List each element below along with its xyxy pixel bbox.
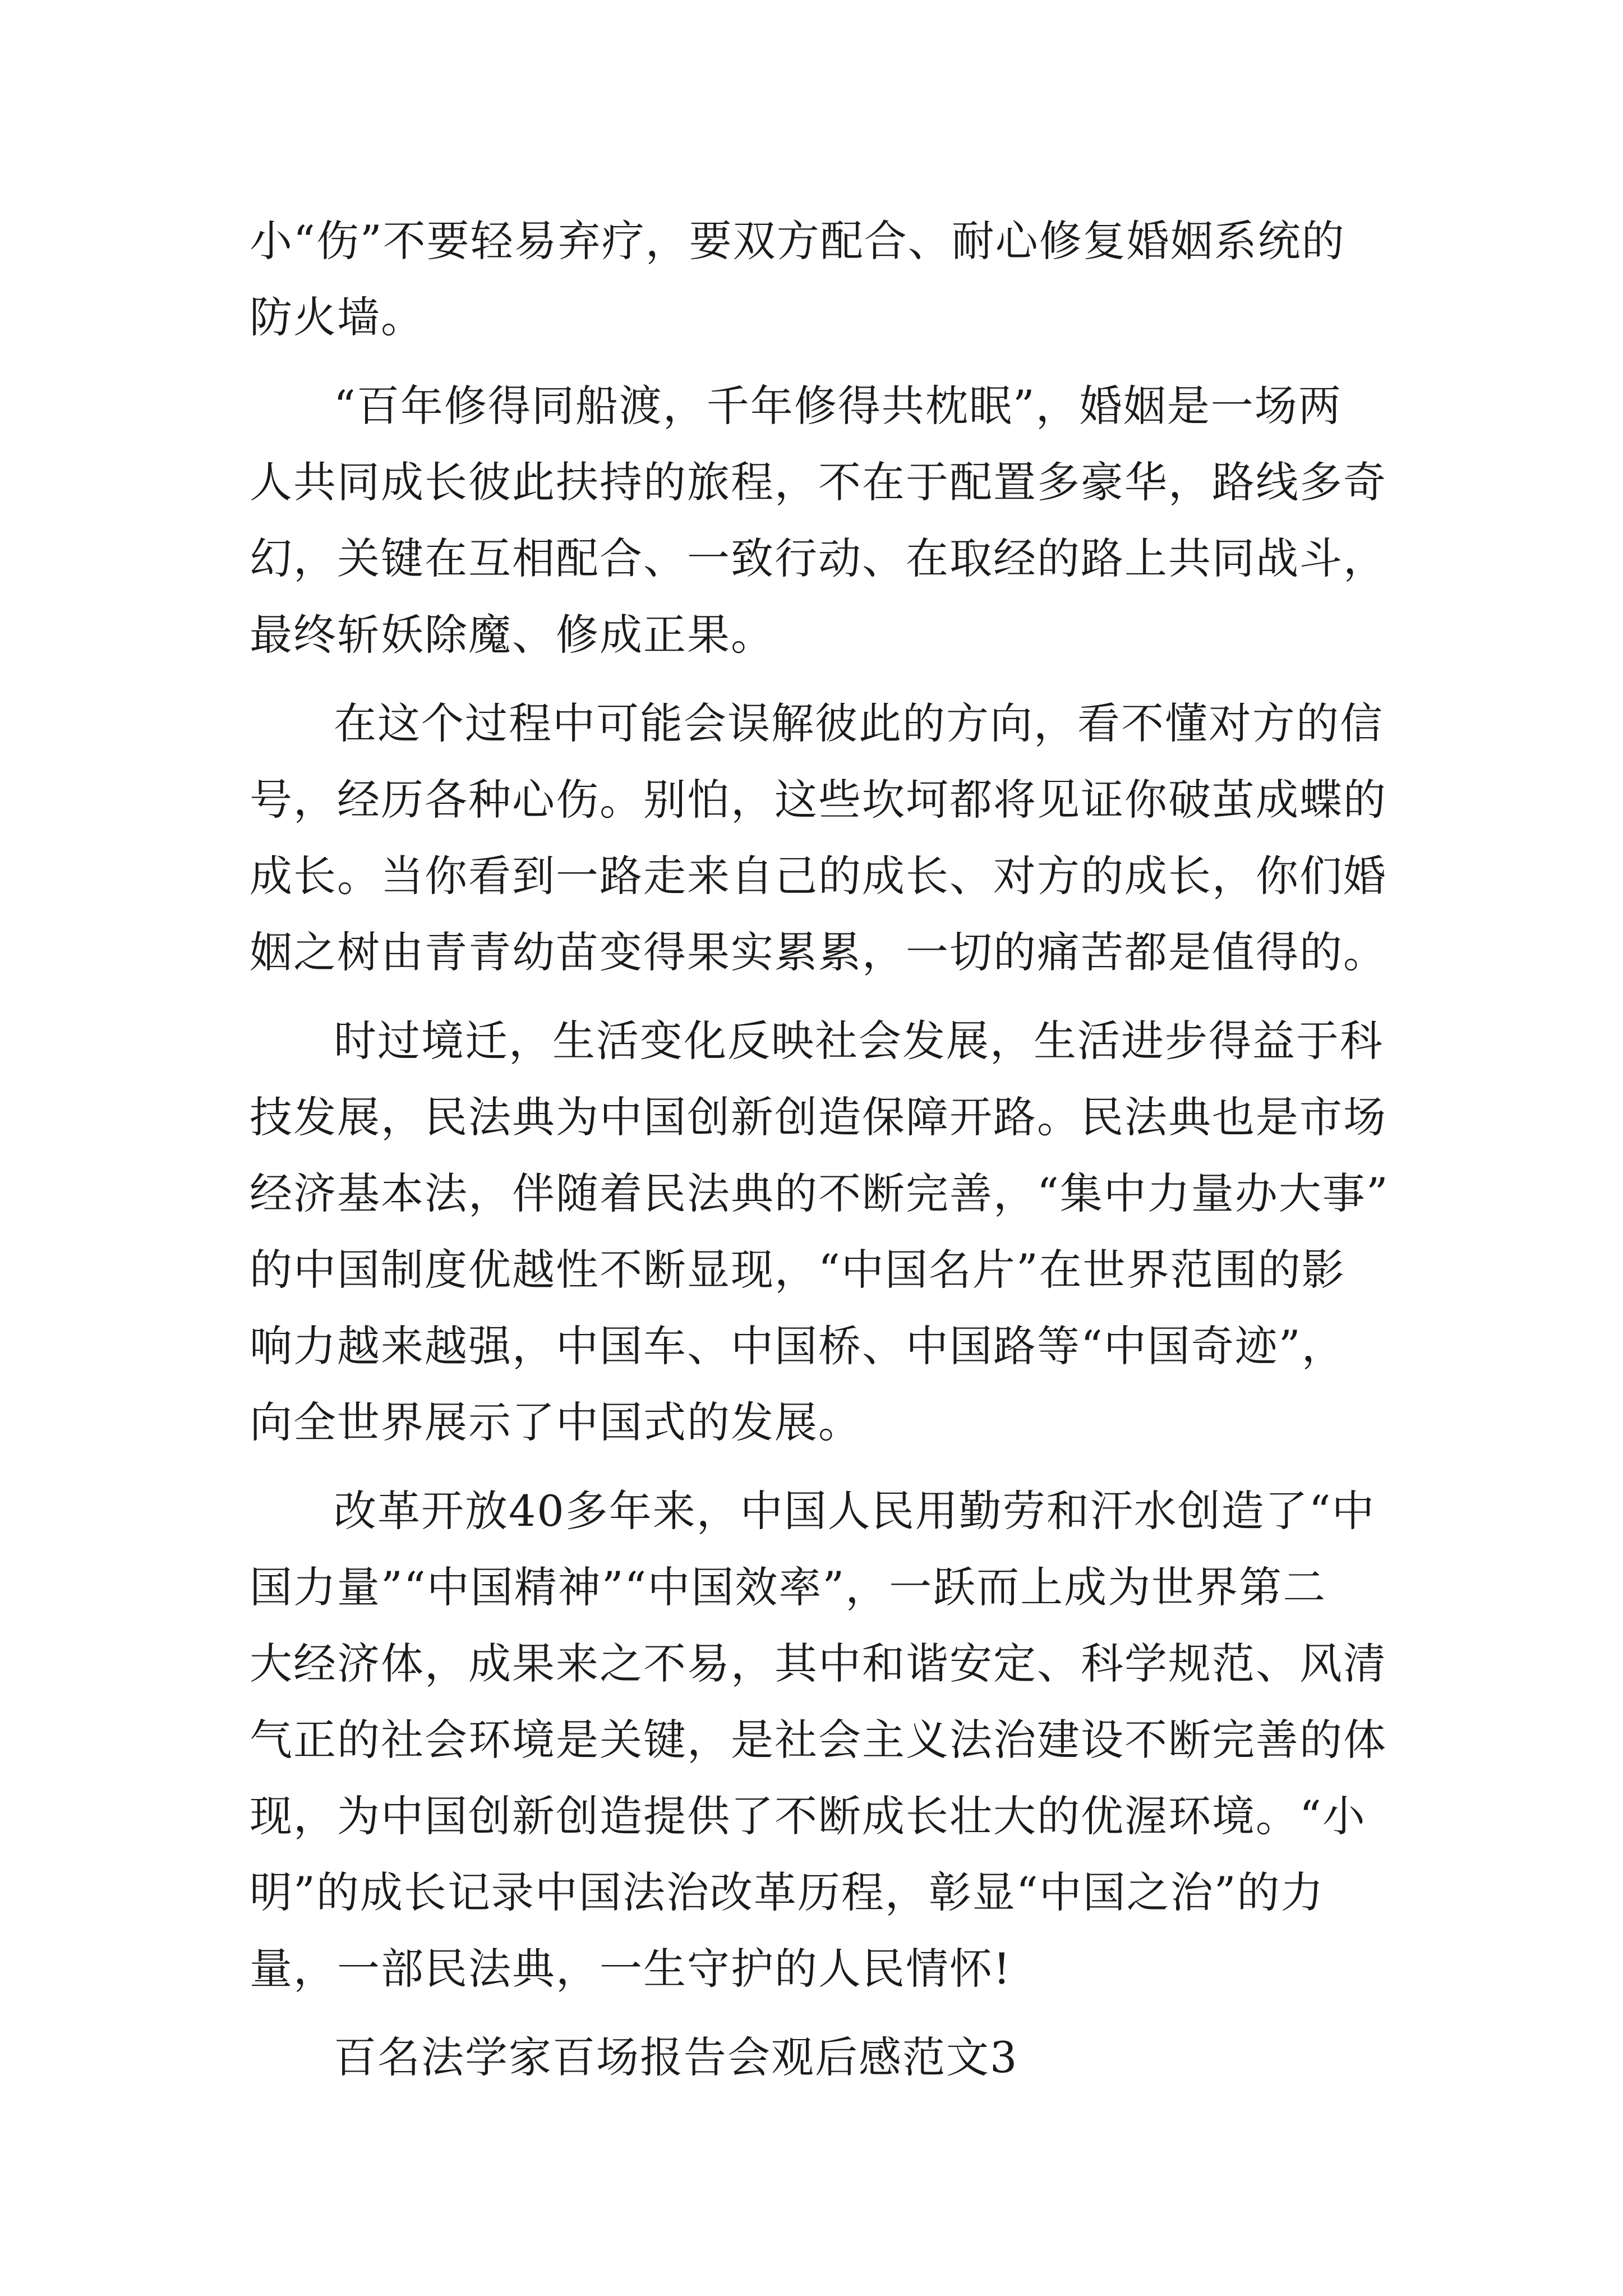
text-line: 量，一部民法典，一生守护的人民情怀!	[250, 1944, 1012, 1994]
paragraph	[250, 1473, 1387, 2007]
text-line: 姻之树由青青幼苗变得果实累累，一切的痛苦都是值得的。	[250, 927, 1387, 977]
text-line: 的中国制度优越性不断显现，“中国名片”在世界范围的影	[250, 1245, 1345, 1295]
text-line: 现，为中国创新创造提供了不断成长壮大的优渥环境。“小	[250, 1791, 1366, 1841]
text-line: 响力越来越强，中国车、中国桥、中国路等“中国奇迹”，	[250, 1321, 1345, 1371]
paragraph	[250, 1003, 1389, 1461]
paragraph	[250, 368, 1387, 673]
section-title	[250, 2019, 1382, 2096]
text-line: 成长。当你看到一路走来自己的成长、对方的成长，你们婚	[250, 851, 1387, 901]
text-line: “百年修得同船渡，千年修得共枕眠”，婚姻是一场两	[334, 381, 1342, 431]
paragraph	[250, 685, 1387, 991]
text-line: 小“伤”不要轻易弃疗，要双方配合、耐心修复婚姻系统的	[250, 216, 1345, 266]
text-line: 气正的社会环境是关键，是社会主义法治建设不断完善的体	[250, 1715, 1387, 1765]
text-line: 人共同成长彼此扶持的旅程，不在于配置多豪华，路线多奇	[250, 457, 1387, 507]
text-line: 经济基本法，伴随着民法典的不断完善，“集中力量办大事”	[250, 1168, 1389, 1218]
document-body	[250, 203, 1389, 2096]
text-line: 改革开放40多年来，中国人民用勤劳和汗水创造了“中	[334, 1486, 1376, 1536]
text-line: 技发展，民法典为中国创新创造保障开路。民法典也是市场	[250, 1092, 1387, 1142]
text-line: 防火墙。	[250, 292, 425, 342]
text-line: 号，经历各种心伤。别怕，这些坎坷都将见证你破茧成蝶的	[250, 775, 1387, 825]
paragraph	[250, 203, 1382, 356]
text-line: 大经济体，成果来之不易，其中和谐安定、科学规范、风清	[250, 1639, 1387, 1688]
text-line: 在这个过程中可能会误解彼此的方向，看不懂对方的信	[334, 698, 1384, 748]
text-line: 最终斩妖除魔、修成正果。	[250, 610, 774, 660]
text-line: 明”的成长记录中国法治改革历程，彰显“中国之治”的力	[250, 1867, 1325, 1917]
text-line: 向全世界展示了中国式的发展。	[250, 1397, 862, 1447]
text-line: 国力量”“中国精神”“中国效率”，一跃而上成为世界第二	[250, 1562, 1327, 1612]
text-line: 幻，关键在互相配合、一致行动、在取经的路上共同战斗，	[250, 533, 1387, 583]
text-line: 时过境迁，生活变化反映社会发展，生活进步得益于科	[334, 1016, 1384, 1066]
text-line: 百名法学家百场报告会观后感范文3	[334, 2032, 1018, 2082]
